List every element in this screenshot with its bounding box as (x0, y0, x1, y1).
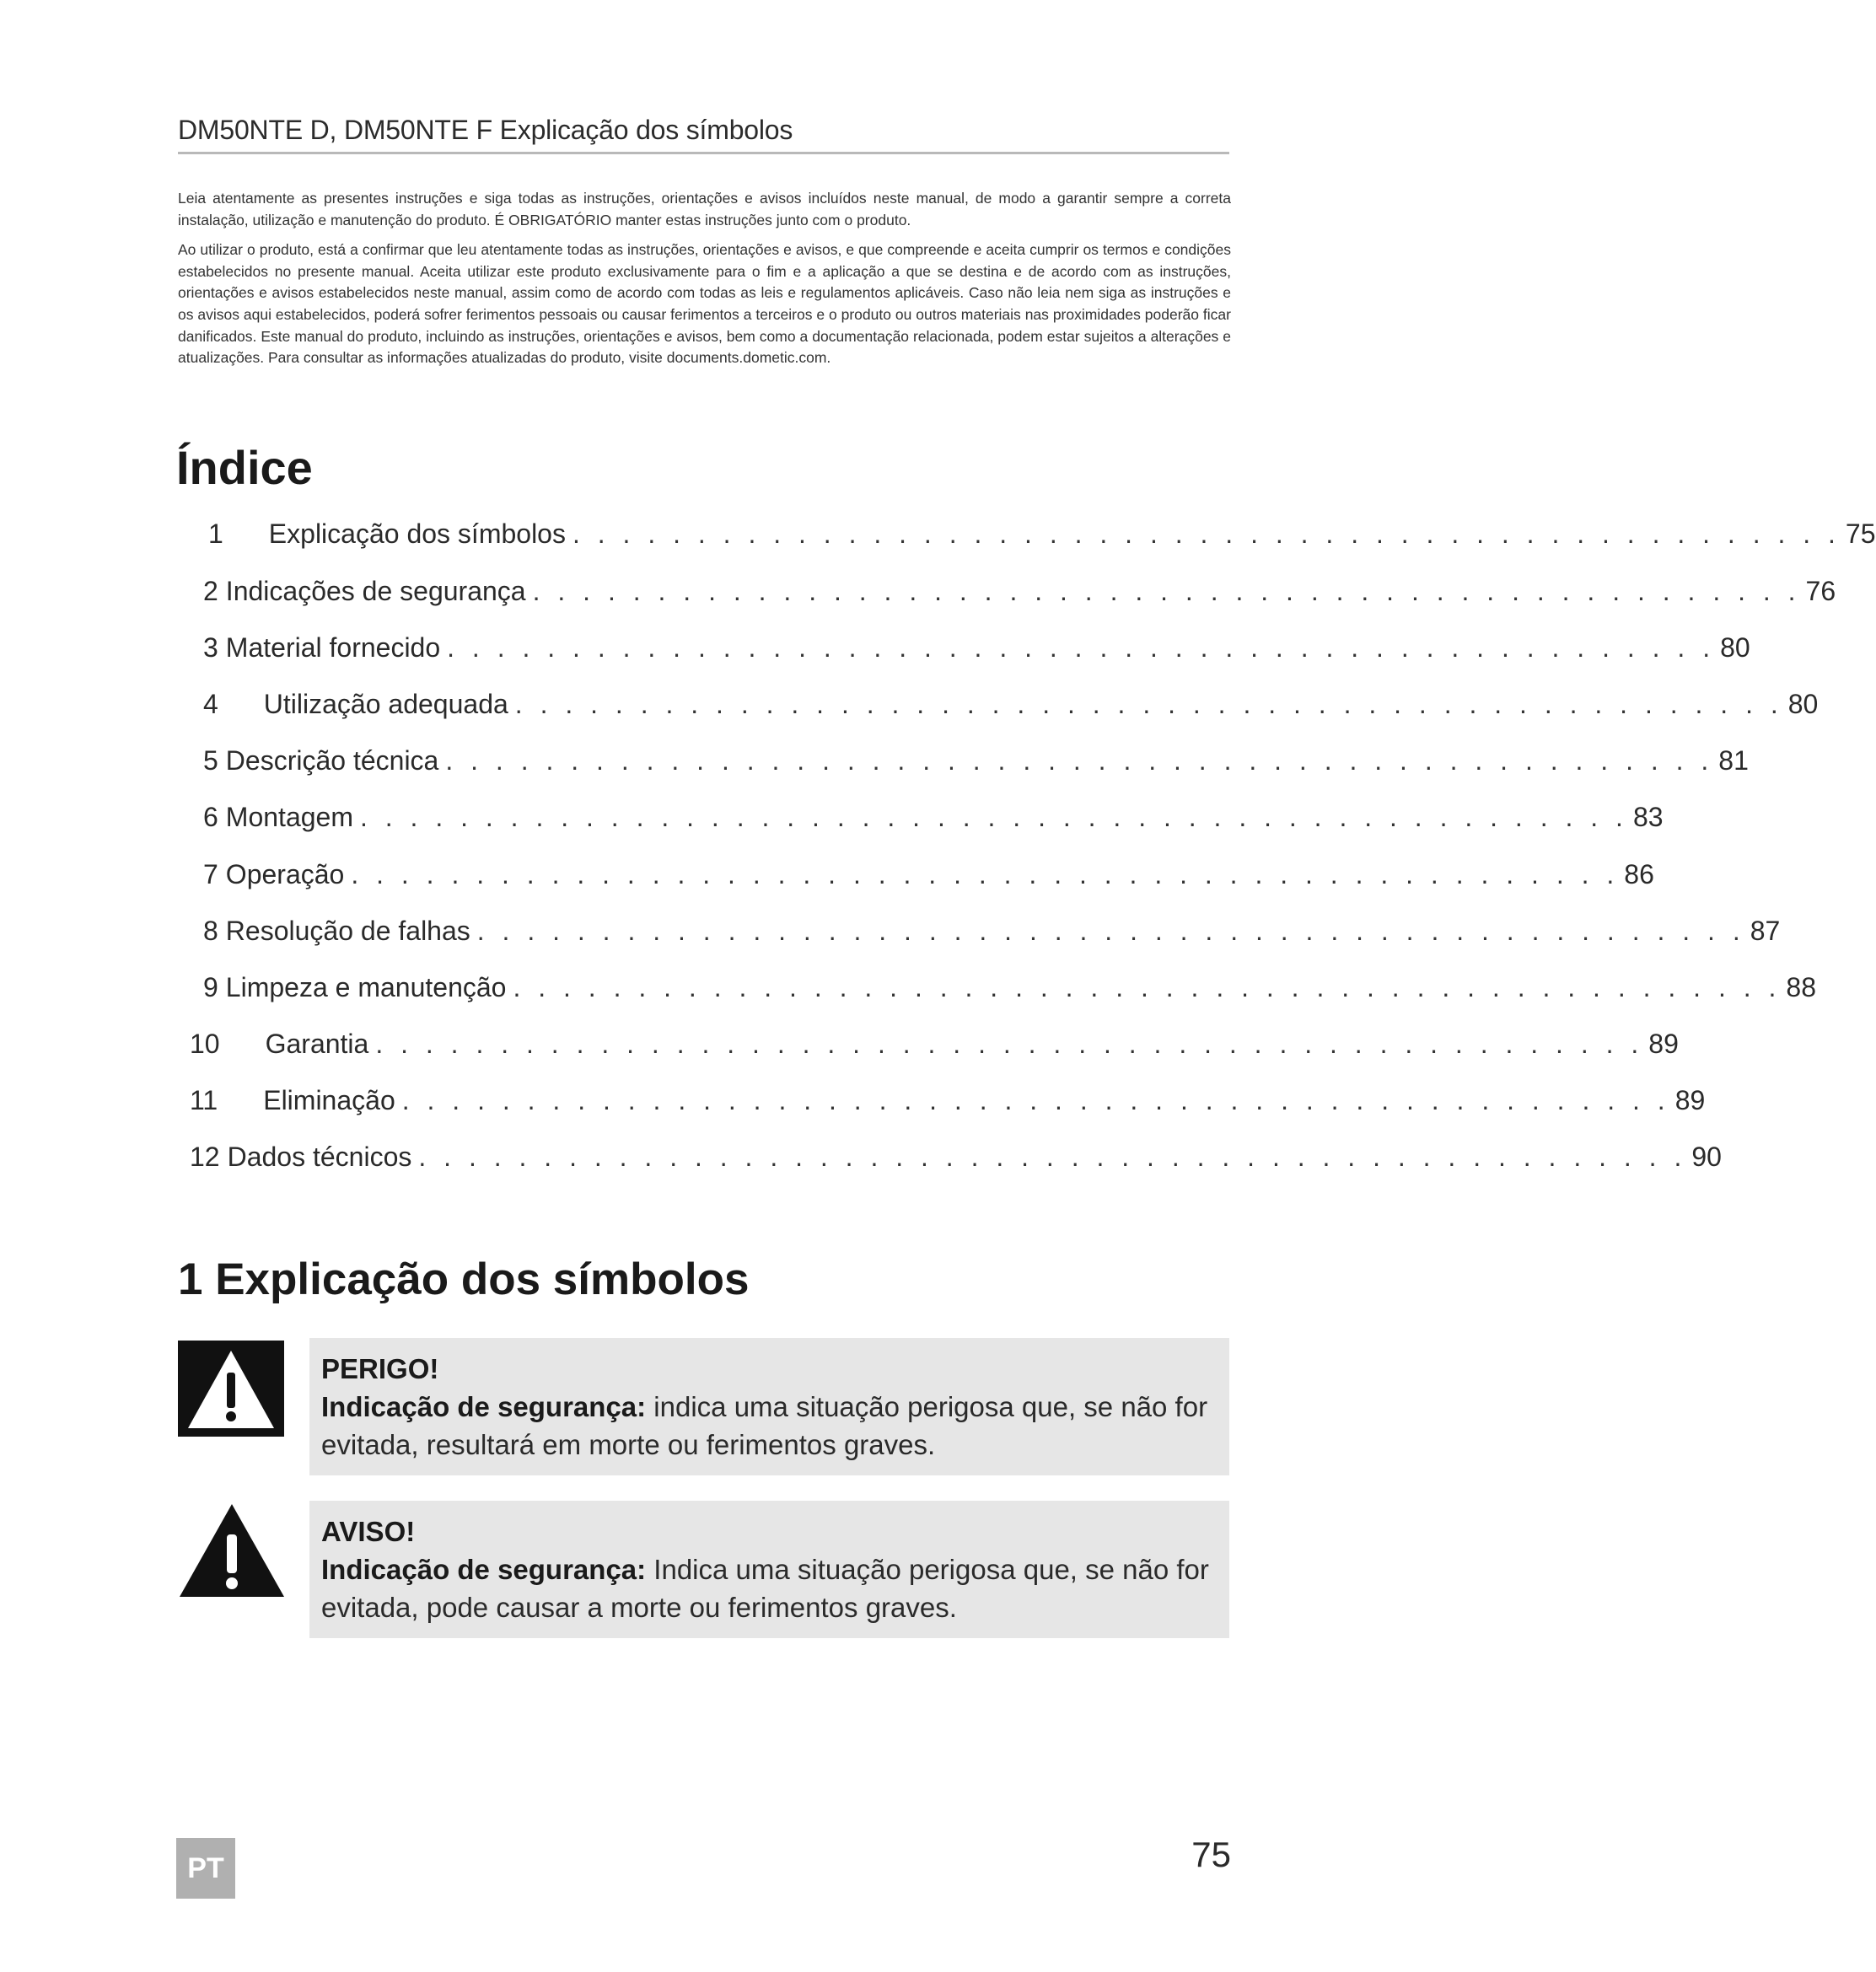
warning-signal-word: AVISO! (321, 1516, 416, 1547)
toc-leader-dots: . . . . . . . . . . . . . . . . . . . . . . . . . . . . . . . . . . . . . . . . . . . . . . . . . . . (532, 576, 1801, 606)
toc-entry-page: 80 (1720, 632, 1750, 663)
toc-leader-dots: . . . . . . . . . . . . . . . . . . . . . . . . . . . . . . . . . . . . . . . . . . . . . . . . . . . (351, 859, 1620, 889)
toc-entry-number: 10 (190, 1029, 220, 1059)
toc-leader-dots: . . . . . . . . . . . . . . . . . . . . . . . . . . . . . . . . . . . . . . . . . . . . . . . . . . . (359, 802, 1628, 832)
toc-entry-label: Descrição técnica (225, 745, 439, 776)
danger-lead: Indicação de segurança: (321, 1391, 647, 1422)
toc-entry-label: Material fornecido (225, 632, 441, 663)
toc-leader-dots: . . . . . . . . . . . . . . . . . . . . . . . . . . . . . . . . . . . . . . . . . . . . . . . . . . . (445, 745, 1714, 776)
toc-entry-number: 12 (190, 1142, 220, 1172)
toc-entry-label: Operação (225, 859, 345, 889)
section-title: 1 Explicação dos símbolos (178, 1255, 750, 1304)
toc-entry[interactable] (203, 972, 1816, 1009)
page-number: 75 (1191, 1835, 1231, 1874)
toc-entry-number: 3 (203, 632, 218, 663)
toc-leader-dots: . . . . . . . . . . . . . . . . . . . . . . . . . . . . . . . . . . . . . . . . . . . . . . . . . . . (401, 1085, 1670, 1115)
toc-entry[interactable] (190, 1085, 1706, 1122)
toc-entry-page: 89 (1674, 1085, 1706, 1115)
toc-entry-number: 6 (203, 802, 218, 832)
toc-entry-number: 9 (203, 972, 218, 1002)
toc-leader-dots: . . . . . . . . . . . . . . . . . . . . . . . . . . . . . . . . . . . . . . . . . . . . . . . . . . . (572, 519, 1841, 549)
toc-entry-label: Montagem (225, 802, 353, 832)
toc-entry-page: 83 (1632, 802, 1664, 832)
toc-entry[interactable] (203, 916, 1781, 953)
toc-entry[interactable] (208, 519, 1876, 556)
toc-entry-label: Explicação dos símbolos (268, 519, 566, 549)
toc-entry-label: Garantia (265, 1029, 369, 1059)
danger-text: indica uma situação perigosa que, se não for evitada, resultará em morte ou ferimentos graves. (321, 1391, 1208, 1460)
intro-paragraph-1: Leia atentamente as presentes instruções e siga todas as instruções, orientações e avisos incluídos neste manual, de modo a garantir sempre a correta instalação, utilização e manutenção do produto. É OBRIGATÓRIO manter estas instruções junto com o produto. (178, 190, 1231, 228)
toc-entry[interactable] (190, 1142, 1722, 1179)
toc-entry-number: 5 (203, 745, 218, 776)
toc-entry[interactable] (203, 859, 1654, 896)
toc-entry-number: 2 (203, 576, 218, 606)
toc-entry-page: 80 (1787, 689, 1819, 719)
danger-signal-word: PERIGO! (321, 1353, 439, 1384)
toc-leader-dots: . . . . . . . . . . . . . . . . . . . . . . . . . . . . . . . . . . . . . . . . . . . . . . . . . . . (375, 1029, 1644, 1059)
toc-entry-page: 88 (1786, 972, 1816, 1002)
toc-entry-number: 4 (203, 689, 218, 719)
warning-lead: Indicação de segurança: (321, 1554, 647, 1585)
warning-description (321, 1550, 1216, 1626)
toc-entry-label: Utilização adequada (263, 689, 508, 719)
intro-paragraph-2: Ao utilizar o produto, está a confirmar que leu atentamente todas as instruções, orientações e avisos, e que compreende e aceita cumprir os termos e condições estabelecidos no presente manual. Aceita utilizar este produto exclusivamente para o fim e a aplicação a que se destina e de acordo com as instruções, orientações e avisos estabelecidos neste manual, assim como de acordo com todas as leis e regulamentos aplicáveis. Caso não leia nem siga as instruções e os avisos aqui estabelecidos, poderá sofrer ferimentos pessoais ou causar ferimentos a terceiros e o produto ou outros materiais nas proximidades poderão ficar danificados. Este manual do produto, incluindo as instruções, orientações e avisos, bem como a documentação relacionada, podem estar sujeitos a alterações e atualizações. Para consultar as informações atualizadas do produto, visite documents.dometic.com. (178, 241, 1231, 367)
toc-leader-dots: . . . . . . . . . . . . . . . . . . . . . . . . . . . . . . . . . . . . . . . . . . . . . . . . . . . (447, 632, 1716, 663)
language-badge: PT (176, 1838, 235, 1899)
toc-entry-page: 76 (1805, 576, 1836, 606)
toc-leader-dots: . . . . . . . . . . . . . . . . . . . . . . . . . . . . . . . . . . . . . . . . . . . . . . . . . . . (418, 1142, 1687, 1172)
toc-entry-page: 86 (1624, 859, 1654, 889)
toc-entry[interactable] (203, 689, 1819, 726)
toc-title: Índice (176, 441, 313, 494)
danger-callout (309, 1338, 1229, 1475)
toc-entry[interactable] (203, 576, 1836, 613)
toc-entry[interactable] (203, 802, 1664, 839)
toc-leader-dots: . . . . . . . . . . . . . . . . . . . . . . . . . . . . . . . . . . . . . . . . . . . . . . . . . . . (514, 689, 1783, 719)
intro-text (178, 188, 1231, 378)
toc-entry-label: Dados técnicos (227, 1142, 412, 1172)
warning-text: Indica uma situação perigosa que, se não for evitada, pode causar a morte ou ferimentos graves. (321, 1554, 1209, 1623)
header-rule (178, 152, 1229, 154)
danger-warning-triangle-icon (178, 1341, 284, 1437)
toc-leader-dots: . . . . . . . . . . . . . . . . . . . . . . . . . . . . . . . . . . . . . . . . . . . . . . . . . . . (476, 916, 1745, 946)
toc-entry-number: 8 (203, 916, 218, 946)
running-header: DM50NTE D, DM50NTE F Explicação dos símbolos (178, 115, 793, 145)
warning-triangle-icon (178, 1502, 286, 1599)
toc-entry-label: Resolução de falhas (225, 916, 470, 946)
toc-entry-label: Indicações de segurança (225, 576, 526, 606)
toc-entry-page: 89 (1648, 1029, 1679, 1059)
toc-entry-page: 87 (1750, 916, 1781, 946)
toc-entry-page: 75 (1845, 519, 1876, 549)
toc-entry-number: 1 (208, 519, 223, 549)
toc-entry-page: 81 (1718, 745, 1749, 776)
toc-entry-label: Eliminação (263, 1085, 395, 1115)
toc-leader-dots: . . . . . . . . . . . . . . . . . . . . . . . . . . . . . . . . . . . . . . . . . . . . . . . . . . . (513, 972, 1782, 1002)
toc-entry[interactable] (203, 745, 1749, 782)
toc-entry-number: 7 (203, 859, 218, 889)
danger-description (321, 1388, 1216, 1464)
toc-entry[interactable] (203, 632, 1750, 669)
warning-callout (309, 1501, 1229, 1638)
toc-entry-label: Limpeza e manutenção (225, 972, 507, 1002)
toc-entry-page: 90 (1691, 1142, 1722, 1172)
toc-entry[interactable] (190, 1029, 1679, 1066)
toc-entry-number: 11 (190, 1085, 218, 1115)
